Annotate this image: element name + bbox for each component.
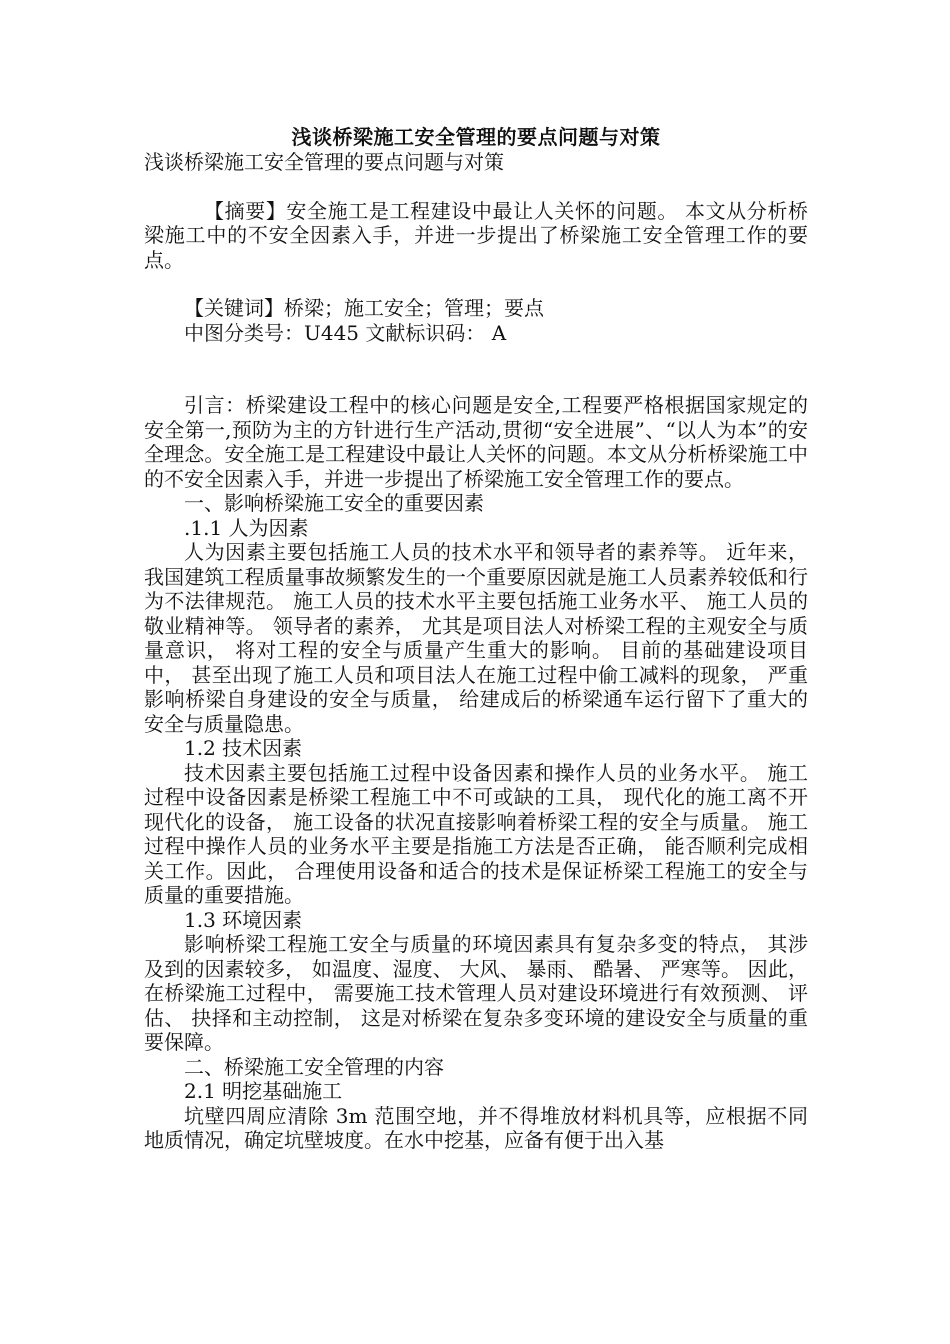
document-title: 浅谈桥梁施工安全管理的要点问题与对策 — [291, 125, 661, 149]
section-1-1-body: 人为因素主要包括施工人员的技术水平和领导者的素养等。 近年来， 我国建筑工程质量事故频繁发生的一个重要原因就是施工人员素养较低和行为不法律规范。 施工人员的技术水平主要包括施工业务水平、 施工人员的敬业精神等。 领导者的素养， 尤其是项目法人对桥梁工程的主观安全与质量意识， 将对工程的安全与质量产生重大的影响。 目前的基础建设项目中， 甚至出现了施工人员和项目法人在施工过程中偷工减料的现象， 严重影响桥梁自身建设的安全与质量， 给建成后的桥梁通车运行留下了重大的安全与质量隐患。 — [144, 540, 808, 736]
document-page — [144, 124, 808, 1153]
keywords-line: 【关键词】桥梁；施工安全；管理；要点 — [184, 296, 544, 320]
classification-line: 中图分类号：U445 文献标识码： A — [184, 320, 507, 345]
abstract-paragraph: 【摘要】安全施工是工程建设中最让人关怀的问题。 本文从分析桥梁施工中的不安全因素入手，并进一步提出了桥梁施工安全管理工作的要点。 — [144, 198, 808, 272]
intro-paragraph: 引言：桥梁建设工程中的核心问题是安全,工程要严格根据国家规定的安全第一,预防为主的方针进行生产活动,贯彻“安全进展”、“以人为本”的安全理念。安全施工是工程建设中最让人关怀的问题。本文从分析桥梁施工中的不安全因素入手，并进一步提出了桥梁施工安全管理工作的要点。 — [144, 393, 808, 491]
section-1-3-body: 影响桥梁工程施工安全与质量的环境因素具有复杂多变的特点， 其涉及到的因素较多， 如温度、湿度、 大风、 暴雨、 酷暑、 严寒等。 因此， 在桥梁施工过程中， 需要施工技术管理人员对建设环境进行有效预测、 评估、 抉择和主动控制， 这是对桥梁在复杂多变环境的建设安全与质量的重要保障。 — [144, 932, 808, 1054]
section-1-heading: 一、影响桥梁施工安全的重要因素 — [184, 491, 484, 515]
section-1-1-heading: .1.1 人为因素 — [184, 515, 309, 540]
section-1-2-body: 技术因素主要包括施工过程中设备因素和操作人员的业务水平。 施工过程中设备因素是桥梁工程施工中不可或缺的工具， 现代化的施工离不开现代化的设备， 施工设备的状况直接影响着桥梁工程的安全与质量。 施工过程中操作人员的业务水平主要是指施工方法是否正确， 能否顺利完成相关工作。因此， 合理使用设备和适合的技术是保证桥梁工程施工的安全与质量的重要措施。 — [144, 760, 808, 907]
section-2-1-body: 坑壁四周应清除 3m 范围空地，并不得堆放材料机具等，应根据不同地质情况，确定坑壁坡度。在水中挖基，应备有便于出入基 — [144, 1103, 808, 1152]
section-2-heading: 二、桥梁施工安全管理的内容 — [184, 1054, 444, 1079]
section-1-3-heading: 1.3 环境因素 — [184, 907, 303, 932]
section-1-2-heading: 1.2 技术因素 — [184, 736, 303, 760]
document-subtitle: 浅谈桥梁施工安全管理的要点问题与对策 — [144, 150, 504, 174]
section-2-1-heading: 2.1 明挖基础施工 — [184, 1079, 343, 1103]
